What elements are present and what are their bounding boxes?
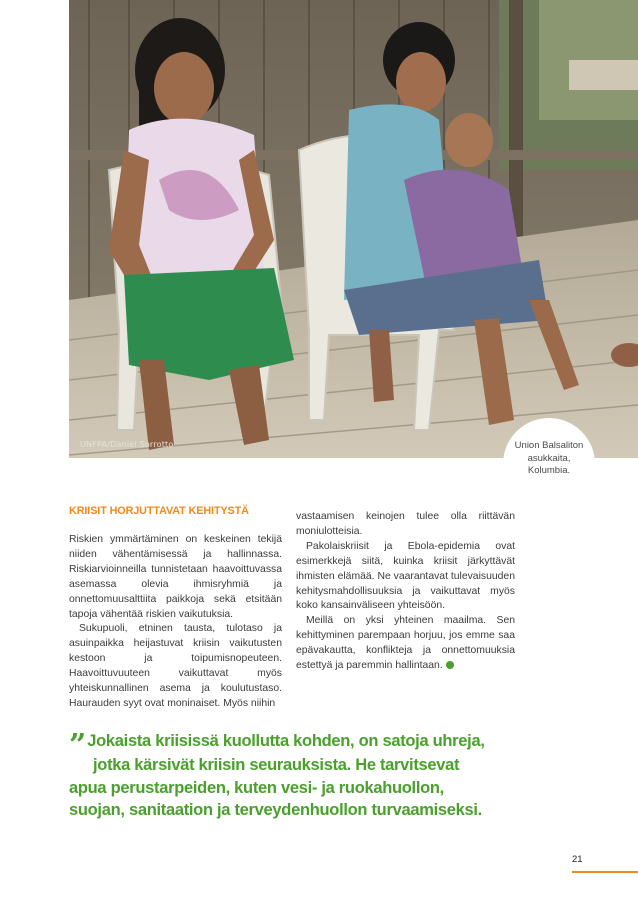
pull-quote-line [69, 728, 539, 763]
pull-quote-line: suojan, sanitaation ja terveydenhuollon turvaamiseksi. [69, 801, 482, 819]
paragraph: Sukupuoli, etninen tausta, tulotaso ja asuinpaikka heijastuvat kriisin vaikutusten kestoon ja toipumisnopeuteen. Haavoittuvuuteen vaikuttavat myös yhteiskunnallinen asema ja koulutustaso. Haurauden syyt ovat moninaiset. Myös niihin [69, 623, 282, 709]
pull-quote-line: apua perustarpeiden, kuten vesi- ja ruokahuollon, [69, 778, 444, 797]
pull-quote [69, 730, 539, 822]
section-heading: KRIISIT HORJUTTAVAT KEHITYSTÄ [69, 505, 249, 517]
photo-credit: UNFPA/Daniel Sorrotto [80, 440, 174, 449]
paragraph: vastaamisen keinojen tulee olla riittävän moniulotteisia. [296, 511, 515, 537]
cover-photo [69, 0, 638, 458]
quote-mark-icon: ” [69, 728, 84, 763]
photo-caption-line: Kolumbia. [527, 465, 571, 476]
paragraph-text: Meillä on yksi yhteinen maailma. Sen kehittyminen parempaan horjuu, jos emme saa epävakautta, konflikteja ja onnettomuuksia estettyä ja paremmin hallintaan. [296, 615, 515, 672]
article-right-column [296, 510, 515, 674]
photo-illustration [69, 0, 638, 458]
pull-quote-line: jotka kärsivät kriisin seurauksista. He tarvitsevat [93, 756, 460, 774]
pull-quote-text: Jokaista kriisissä kuollutta kohden, on satoja uhreja, [87, 732, 485, 750]
paragraph: Pakolaiskriisit ja Ebola-epidemia ovat esimerkkejä siitä, kuinka kriisit järkyttävät ihmisten elämää. Ne vaarantavat tulevaisuuden kehitysmahdollisuuksia ja vaikuttavat myös koko kansainväliseen yhteisöön. [296, 540, 515, 612]
photo-caption-line: Union Balsaliton [514, 440, 584, 451]
photo-caption [510, 440, 588, 478]
end-mark-icon [446, 661, 454, 669]
paragraph [296, 614, 515, 674]
paragraph: Riskien ymmärtäminen on keskeinen tekijä niiden vähentämisessä ja hallinnassa. Riskiarvioinneilla tunnistetaan haavoittuvassa asemassa olevia ihmisryhmiä ja onnettomuusalttiita paikkoja sekä etsitään tapoja vähentää riskien vaikutuksia. [69, 534, 282, 620]
page-number-rule [572, 871, 638, 873]
page-number: 21 [572, 854, 583, 865]
photo-caption-line: asukkaita, [527, 452, 571, 464]
article-left-column [69, 518, 282, 712]
